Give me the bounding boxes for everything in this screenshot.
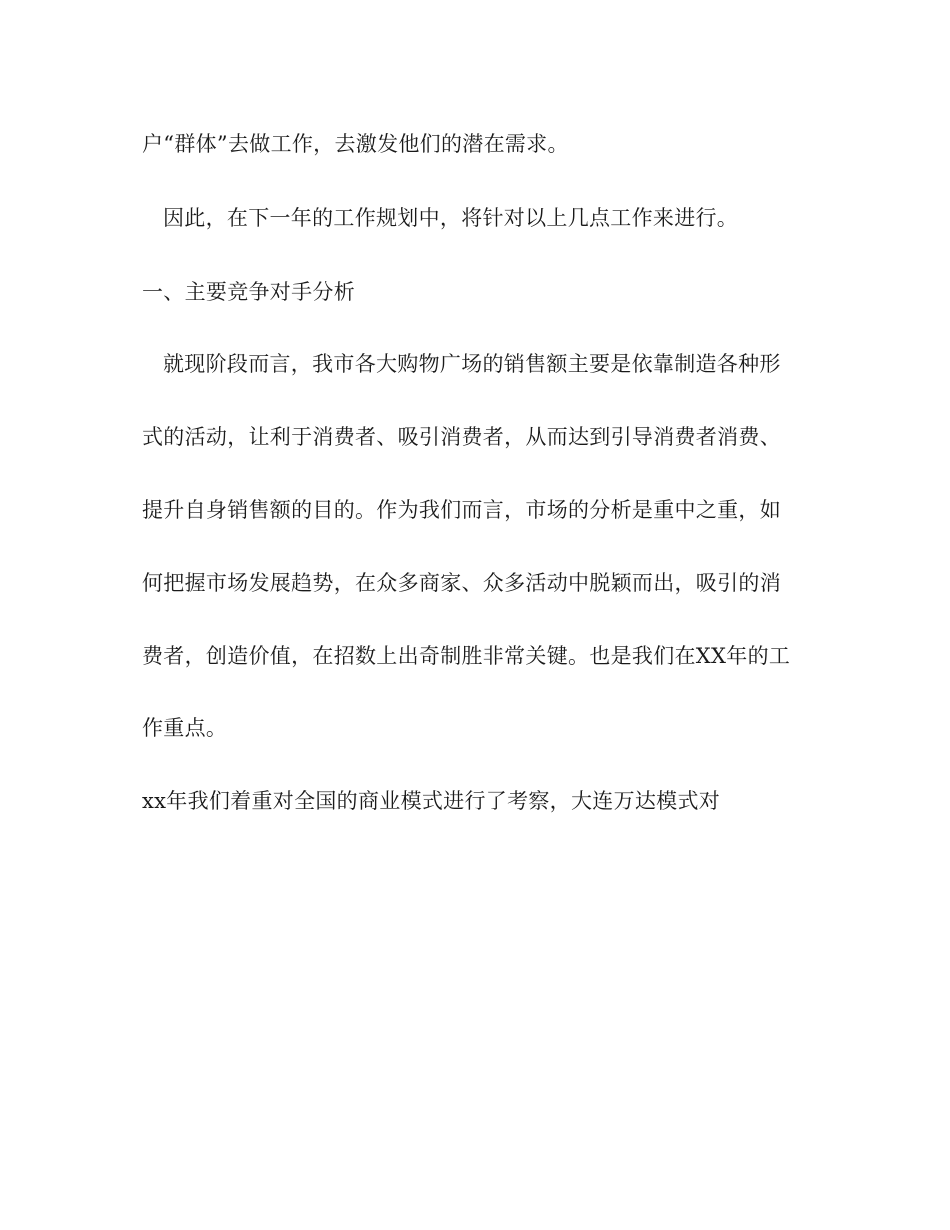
section-heading: 一、主要竞争对手分析: [142, 280, 355, 304]
text-line: 因此，在下一年的工作规划中，将针对以上几点工作来进行。: [163, 206, 739, 230]
text-line: 提升自身销售额的目的。作为我们而言，市场的分析是重中之重，如: [142, 498, 781, 522]
text-line: 户“群体”去做工作，去激发他们的潜在需求。: [142, 132, 569, 156]
text-line: xx年我们着重对全国的商业模式进行了考察，大连万达模式对: [142, 789, 721, 813]
text-line: 作重点。: [142, 716, 228, 740]
text-line: 费者，创造价值，在招数上出奇制胜非常关键。也是我们在XX年的工: [142, 644, 791, 668]
text-line: 何把握市场发展趋势，在众多商家、众多活动中脱颖而出，吸引的消: [142, 571, 781, 595]
text-line: 式的活动，让利于消费者、吸引消费者，从而达到引导消费者消费、: [142, 425, 781, 449]
text-line: 就现阶段而言，我市各大购物广场的销售额主要是依靠制造各种形: [163, 352, 781, 376]
